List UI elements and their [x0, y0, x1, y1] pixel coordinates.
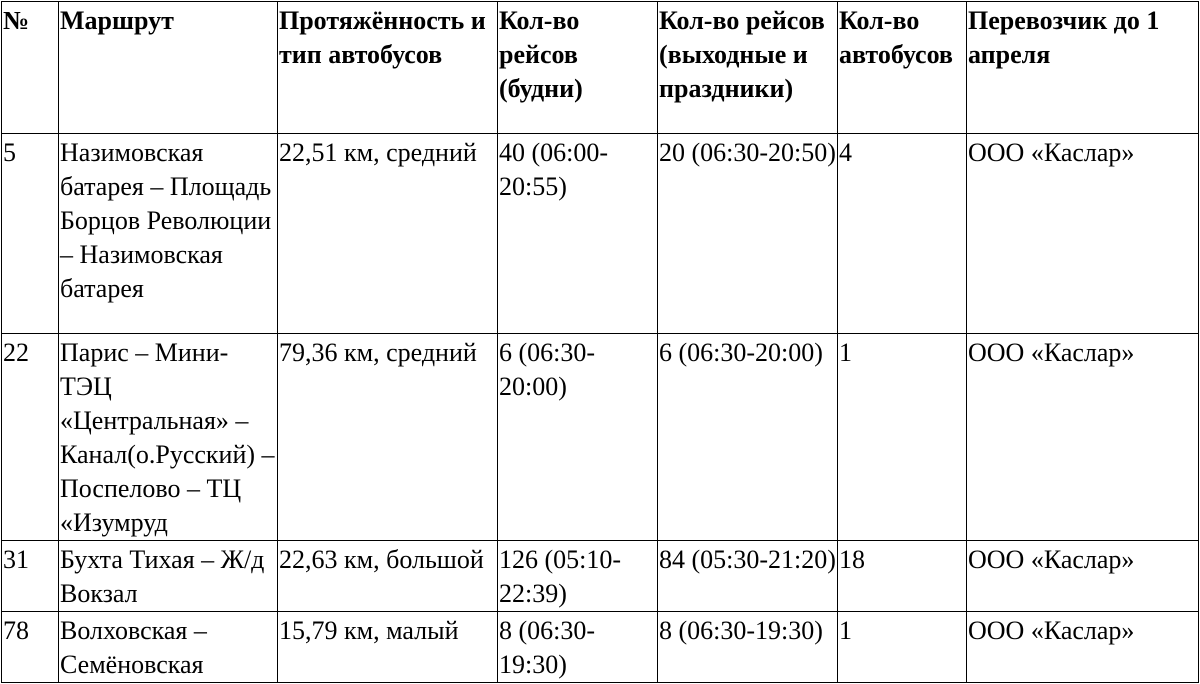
cell-num: 5: [2, 134, 59, 334]
cell-trips-weekday: 40 (06:00-20:55): [498, 134, 658, 334]
routes-table: [1, 1, 1199, 683]
cell-trips-weekday: 8 (06:30-19:30): [498, 612, 658, 683]
header-num: №: [2, 2, 59, 134]
header-trips-weekend: Кол-во рейсов (выходные и праздники): [658, 2, 838, 134]
cell-length: 79,36 км, средний: [278, 334, 498, 541]
table-row: [2, 134, 1199, 334]
cell-num: 22: [2, 334, 59, 541]
cell-num: 31: [2, 541, 59, 612]
cell-route: Волховская – Семёновская: [59, 612, 278, 683]
cell-trips-weekend: 20 (06:30-20:50): [658, 134, 838, 334]
cell-trips-weekday: 126 (05:10-22:39): [498, 541, 658, 612]
cell-route: Парис – Мини-ТЭЦ «Центральная» – Канал(о.Русский) – Поспелово – ТЦ «Изумруд: [59, 334, 278, 541]
cell-buses: 1: [838, 612, 967, 683]
cell-carrier: ООО «Каслар»: [967, 612, 1199, 683]
header-row: [2, 2, 1199, 134]
cell-length: 15,79 км, малый: [278, 612, 498, 683]
header-length: Протяжённость и тип автобусов: [278, 2, 498, 134]
cell-buses: 18: [838, 541, 967, 612]
header-buses: Кол-во автобусов: [838, 2, 967, 134]
header-trips-weekday: Кол-во рейсов (будни): [498, 2, 658, 134]
table-row: [2, 612, 1199, 683]
cell-carrier: ООО «Каслар»: [967, 134, 1199, 334]
header-route: Маршрут: [59, 2, 278, 134]
cell-buses: 1: [838, 334, 967, 541]
cell-trips-weekend: 84 (05:30-21:20): [658, 541, 838, 612]
cell-carrier: ООО «Каслар»: [967, 541, 1199, 612]
cell-route: Назимовская батарея – Площадь Борцов Революции – Назимовская батарея: [59, 134, 278, 334]
cell-route: Бухта Тихая – Ж/д Вокзал: [59, 541, 278, 612]
cell-carrier: ООО «Каслар»: [967, 334, 1199, 541]
table-row: [2, 541, 1199, 612]
cell-trips-weekend: 6 (06:30-20:00): [658, 334, 838, 541]
cell-length: 22,63 км, большой: [278, 541, 498, 612]
header-carrier: Перевозчик до 1 апреля: [967, 2, 1199, 134]
cell-trips-weekday: 6 (06:30-20:00): [498, 334, 658, 541]
table-row: [2, 334, 1199, 541]
cell-num: 78: [2, 612, 59, 683]
cell-trips-weekend: 8 (06:30-19:30): [658, 612, 838, 683]
cell-length: 22,51 км, средний: [278, 134, 498, 334]
cell-buses: 4: [838, 134, 967, 334]
